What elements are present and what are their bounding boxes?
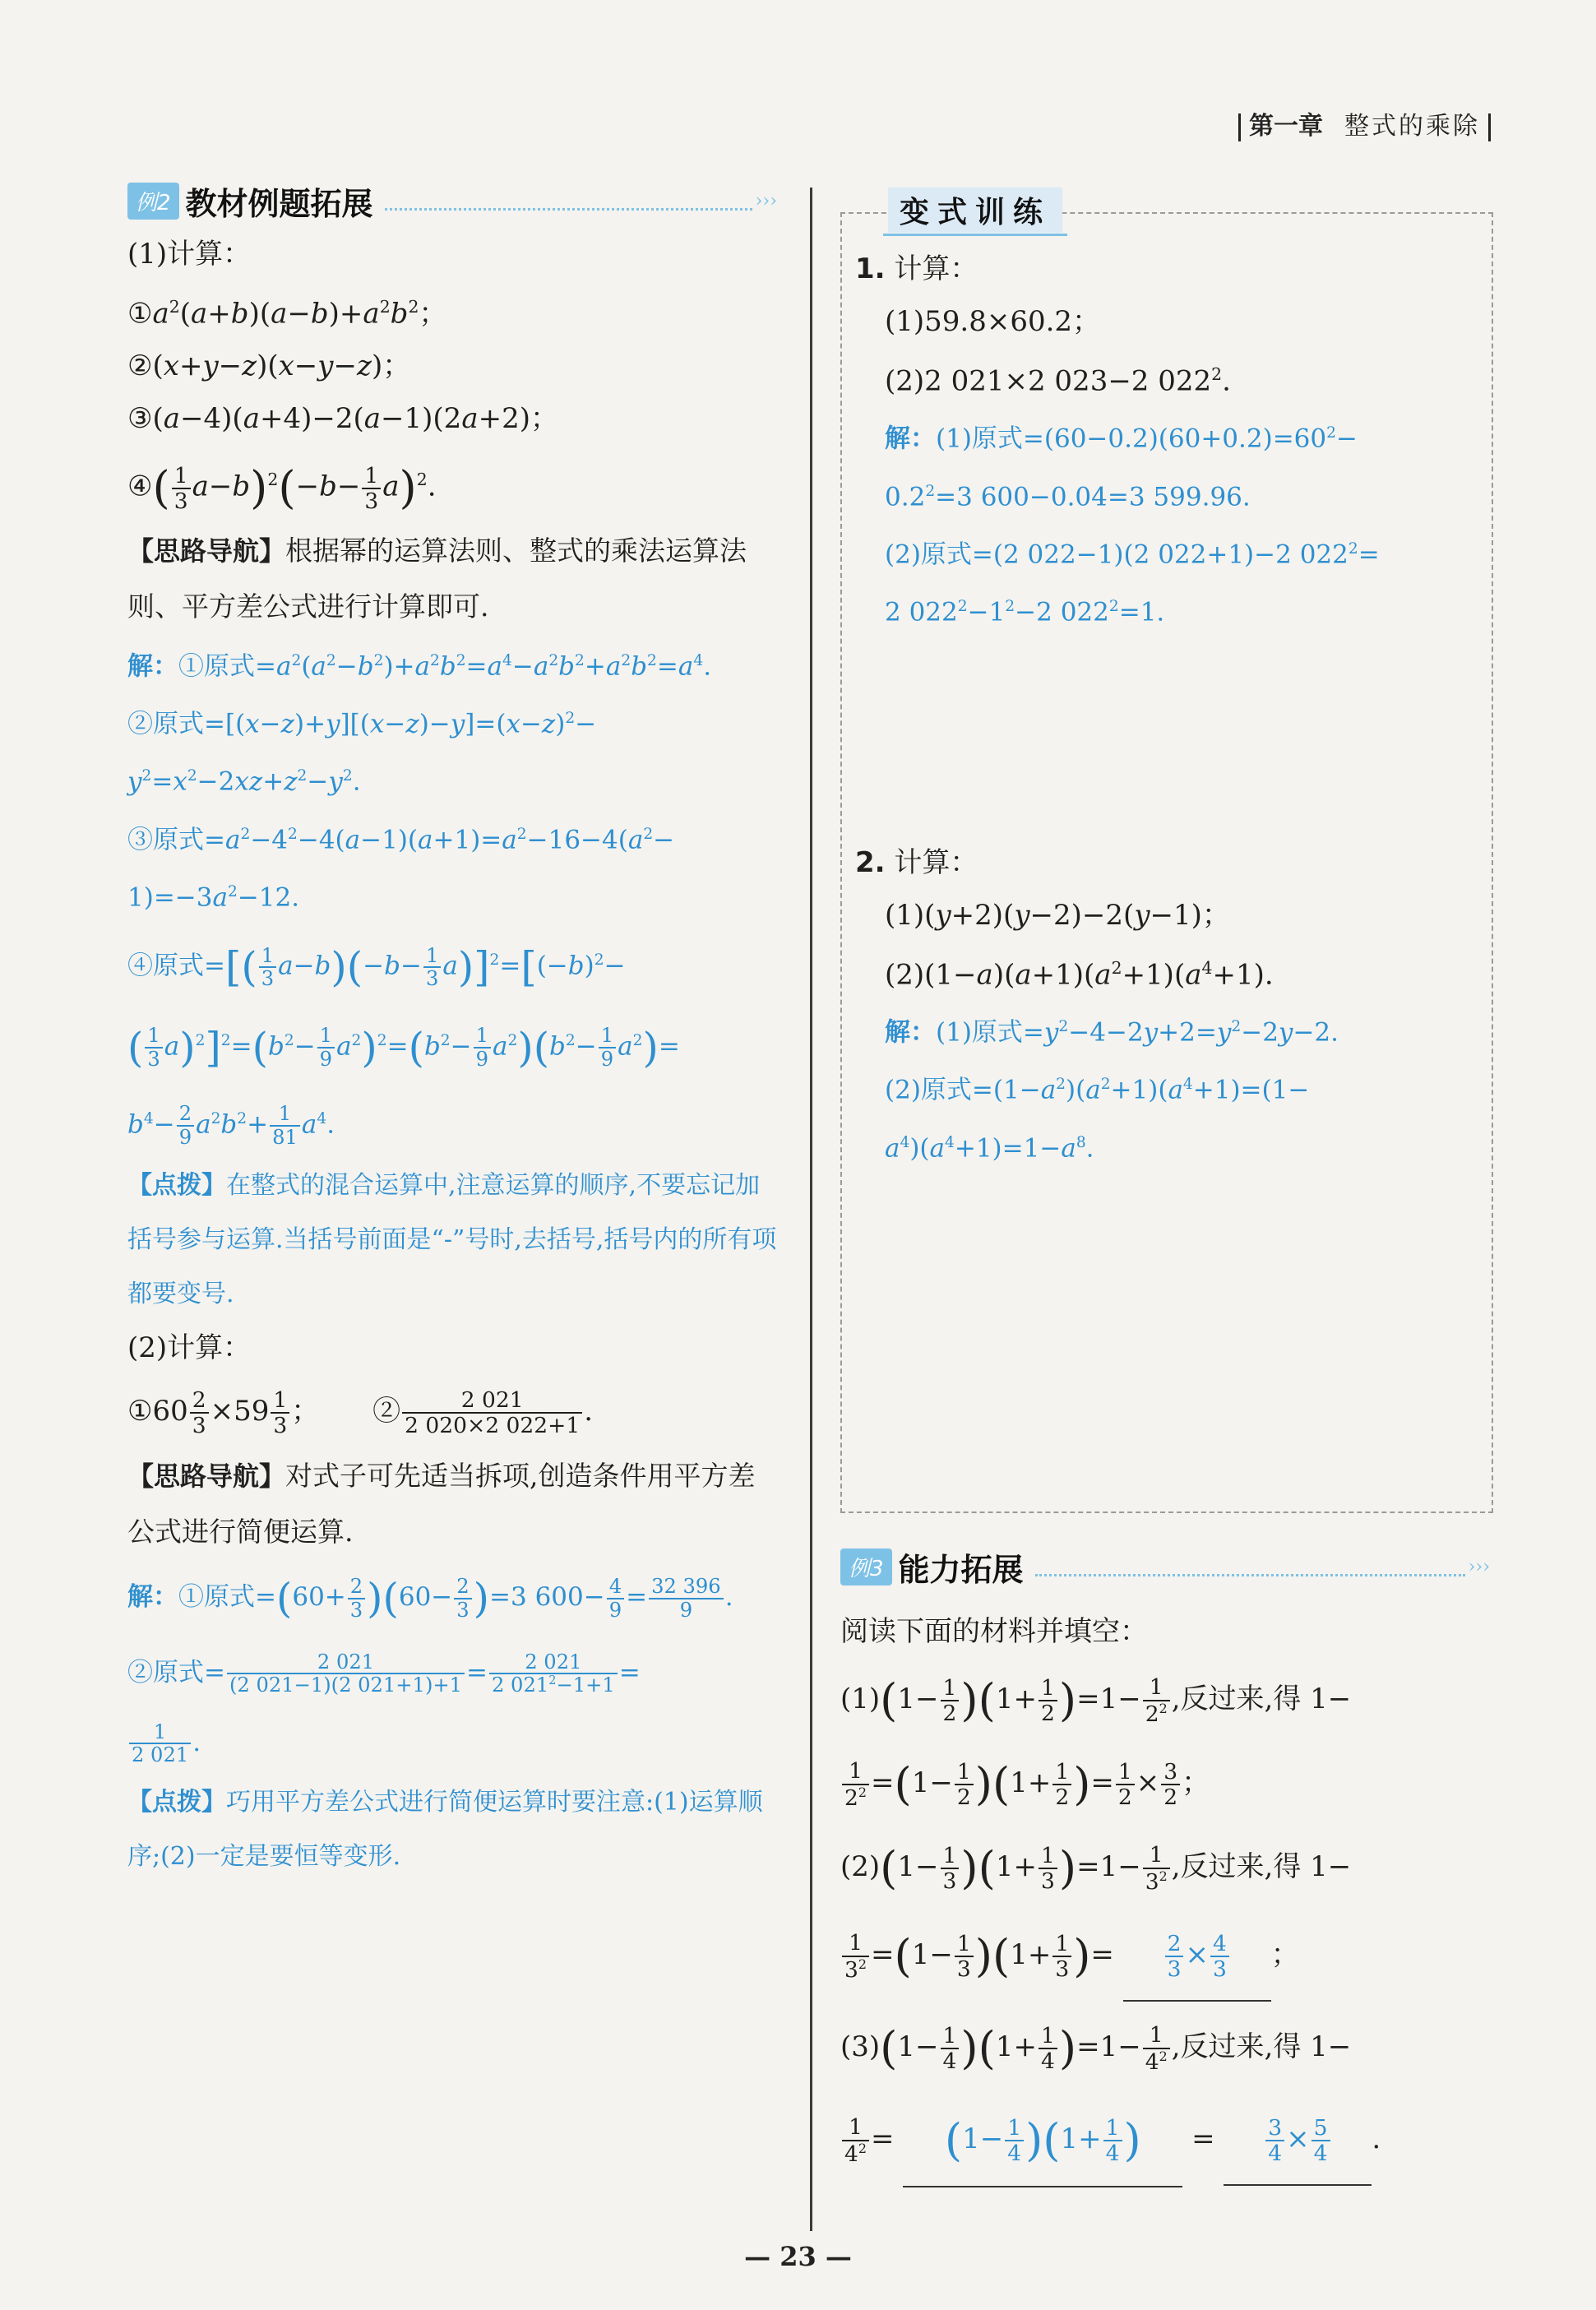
guide-text: 对式子可先适当拆项,创造条件用平方差公式进行简便运算. [127,1460,756,1548]
material-line: (2)(1− $\frac{1}{3}$ )(1+ $\frac{1}{3}$ )=1− $\frac{1}{3^2}$ ,反过来,得 1− [840,1842,1352,1895]
chevron-right-icon: ››› [1468,1556,1490,1577]
tip-note-2 [127,1775,777,1884]
question-2 [855,836,1488,889]
example-title: 能力拓展 [898,1551,1024,1588]
guide-label: 【思路导航】 [127,1461,286,1493]
question-number: 2. [855,845,886,879]
question-1a: (1)59.8×60.2； [885,305,1101,338]
example-3-heading [840,1543,1490,1590]
example-3-intro: 阅读下面的材料并填空： [840,1615,1148,1648]
solution-line: $1)=-3a^2-12$. [127,882,300,913]
question-1b: (2)2 021×2 023−2 $022^2$. [885,364,1231,398]
page-number: — 23 — [744,2241,852,2272]
column-divider [810,187,812,2231]
problem-4: ④( $\frac{1}{3}$ a−b)$^2$(−b− $\frac{1}{3}$ a)$^2$. [127,461,437,514]
variant-training-title: 变式训练 [888,187,1062,233]
answer-blank: (1− $\frac{1}{4}$ )(1+ $\frac{1}{4}$ ) [903,2094,1182,2187]
solution-line: 解：(1)原式$=(60-0.2)(60+0.2)=60^2-$ [885,424,1358,454]
guide-note [127,523,777,635]
question-2b: $(2)(1-a)(a+1)(a^2+1)(a^4+1)$. [885,957,1274,991]
question-1 [855,243,1488,295]
tip-text: 在整式的混合运算中,注意运算的顺序,不要忘记加括号参与运算.当括号前面是“-”号时,去括号,括号内的所有项都要变号. [127,1171,777,1309]
solution-line: $a^4)(a^4+1)=1-a^8$. [885,1132,1094,1163]
guide-text: 根据幂的运算法则、整式的乘法运算法则、平方差公式进行计算即可. [127,534,747,623]
solution-line: (2)原式=(2 022−1)(2 022+1)−2 $022^2=$ [885,539,1380,570]
solution-line: (2)原式$=(1-a^2)(a^2+1)(a^4+1)=(1-$ [885,1075,1310,1105]
problem-1: $①a^2(a+b)(a-b)+a^2b^2$； [127,297,447,331]
problem-part2: ①60 $\frac{2}{3}$ ×59 $\frac{1}{3}$ ； ② $\frac{2 021}{2 020\times 2 022+1}$ . [127,1387,594,1439]
solution-label: 解： [885,424,936,454]
example-tag: 例2 [127,183,179,220]
solution-line: $\frac{1}{2 021}$ . [127,1710,777,1775]
solution-line: $0.2^2=3$ 600−0.04=3 599.96. [885,481,1251,512]
solution-line: ②原式= $\frac{2 021}{(2 021-1)(2 021+1)+1}$ = $\frac{2 021}{2 021^2-1+1}$ = [127,1650,641,1697]
material-line: $\frac{1}{2^2}$ =(1− $\frac{1}{2}$ )(1+ $\frac{1}{2}$ )= $\frac{1}{2}$ × $\frac{3}{2}$ ； [840,1742,1490,1826]
solution-line: 解：(1)原式$=y^2-4-2y+2=y^2-2y-2$. [885,1017,1339,1048]
tip-text: 巧用平方差公式进行简便运算时要注意:(1)运算顺序;(2)一定是要恒等变形. [127,1787,763,1871]
dotted-rule [385,192,752,211]
material-line: (3)(1− $\frac{1}{4}$ )(1+ $\frac{1}{4}$ )=1− $\frac{1}{4^2}$ ,反过来,得 1− [840,2022,1352,2075]
solution-line: 解：①原式=(60+ $\frac{2}{3}$ )(60− $\frac{2}{3}$ )=3 600− $\frac{4}{9}$ = $\frac{32 396}{9}$ . [127,1574,733,1623]
solution-line: $y^2=x^2-2xz+z^2-y^2$. [127,766,361,797]
question-2a: (1)(y+2)(y−2)−2(y−1)； [885,898,1230,932]
problem-3: ③(a−4)(a+4)−2(a−1)(2a+2)； [127,402,558,436]
question-number: 1. [855,252,886,285]
chapter-label: 第一章 [1249,112,1323,141]
dotted-rule [1035,1558,1465,1576]
answer-blank: $\frac{2}{3}$ × $\frac{4}{3}$ [1123,1910,1271,2002]
tip-label: 【点拨】 [127,1787,226,1817]
example-title: 教材例题拓展 [185,185,373,222]
guide-note-2 [127,1448,777,1560]
solution-line: ( $\frac{1}{3}$ $a)^2]^2=(b^2-$ $\frac{1}{9}$ $a^2)^2=(b^2-$ $\frac{1}{9}$ $a^2)(b^2-$ $\frac{1}{9}$ $a^2)=$ [127,1023,680,1072]
page-number-value: 23 [779,2241,817,2272]
material-line: $\frac{1}{3^2}$ =(1− $\frac{1}{3}$ )(1+ $\frac{1}{3}$ )= $\frac{2}{3}$ × $\frac{4}{3}$ ； [840,1910,1490,2002]
problem-2: ②(x+y−z)(x−y−z)； [127,350,411,383]
tip-note [127,1159,777,1322]
solution-line: 2 $022^2-1^2-2$ $022^2=1$. [885,597,1165,627]
header-separator [1238,113,1241,141]
chapter-title: 整式的乘除 [1344,112,1480,141]
running-header [1230,105,1499,141]
example-3-section [840,1543,1490,2187]
example-tag: 例3 [840,1548,892,1586]
question-text: 计算： [894,252,978,285]
solution-label: 解： [127,650,178,681]
part-2-label: (2)计算： [127,1331,252,1365]
solution-line: ②原式$=[(x-z)+y][(x-z)-y]=(x-z)^2-$ [127,709,597,739]
guide-label: 【思路导航】 [127,535,286,567]
solution-line: 解：①原式$=a^2(a^2-b^2)+a^2b^2=a^4-a^2b^2+a^2b^2=a^4$. [127,650,712,681]
solution-label: 解： [127,1582,178,1613]
variant-training-content [855,243,1488,1174]
solution-line: ④原式=[( $\frac{1}{3}$ a−b)(−b− $\frac{1}{3}$ $a)]^2=[(-b)^2-$ [127,943,626,992]
solution-line: ③原式$=a^2-4^2-4(a-1)(a+1)=a^2-16-4(a^2-$ [127,824,675,854]
question-text: 计算： [894,845,978,879]
material-line: (1)(1− $\frac{1}{2}$ )(1+ $\frac{1}{2}$ )=1− $\frac{1}{2^2}$ ,反过来,得 1− [840,1674,1352,1727]
answer-blank: $\frac{3}{4}$ × $\frac{5}{4}$ [1224,2094,1372,2186]
example-2-heading [127,177,777,225]
spacer [855,639,1488,836]
tip-label: 【点拨】 [127,1171,226,1201]
chevron-right-icon: ››› [755,190,777,211]
example-2-section [127,177,777,1884]
solution-label: 解： [885,1017,936,1048]
material-line: $\frac{1}{4^2}$ = (1− $\frac{1}{4}$ )(1+ $\frac{1}{4}$ ) = $\frac{3}{4}$ × $\frac{5}{4}$ . [840,2094,1490,2187]
part-1-label: (1)计算： [127,238,252,271]
header-separator [1488,113,1491,141]
solution-line: $b^4-$ $\frac{2}{9}$ $a^2b^2+$ $\frac{1}{81}$ $a^4$. [127,1102,335,1149]
